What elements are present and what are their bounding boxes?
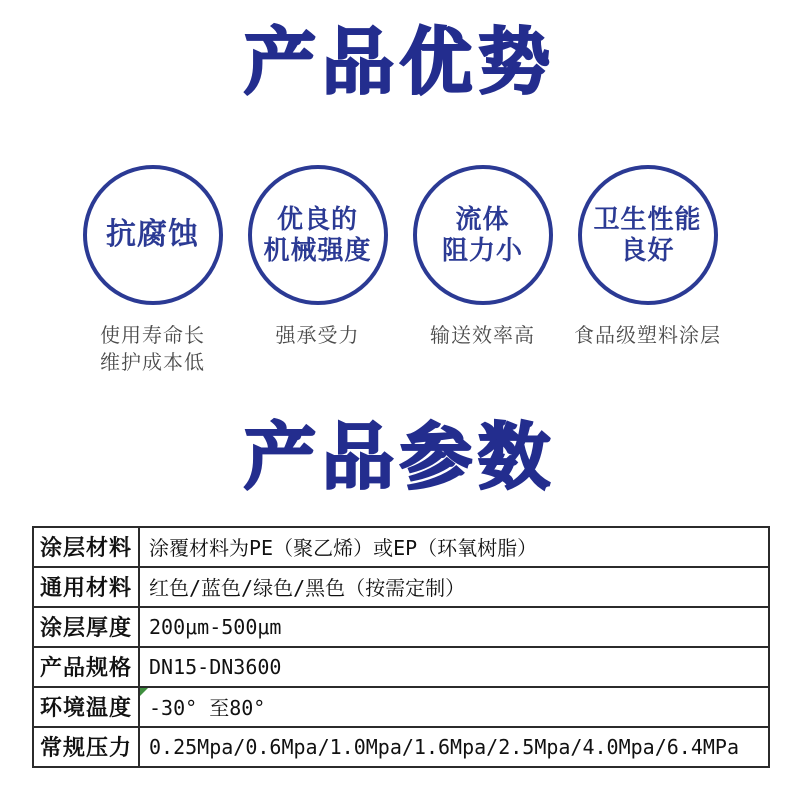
param-value-cell [139,607,769,647]
table-row [33,727,769,767]
advantage-circle-label: 流体 阻力小 [441,203,523,265]
advantage-circle-label: 优良的 机械强度 [263,203,372,265]
advantage-circle [413,165,553,305]
param-value-cell [139,687,769,727]
param-label-cell: 常规压力 [33,727,139,767]
param-label-cell: 产品规格 [33,647,139,687]
advantage-circle-label: 卫生性能 良好 [593,203,702,265]
parameters-title: 产品参数 [243,417,556,498]
parameters-table [32,526,770,768]
advantage-circle [578,165,718,305]
advantage-item [403,165,563,377]
param-label-cell: 环境温度 [33,687,139,727]
param-value-text: 200μm-500μm [149,614,282,639]
advantage-circle [248,165,388,305]
param-value-text: 红色/蓝色/绿色/黑色（按需定制） [149,576,466,601]
advantage-caption: 使用寿命长 维护成本低 [100,324,205,374]
table-row [33,647,769,687]
table-row [33,607,769,647]
param-value-text: DN15-DN3600 [149,654,282,679]
param-label-cell: 通用材料 [33,567,139,607]
param-value-text: 0.25Mpa/0.6Mpa/1.0Mpa/1.6Mpa/2.5Mpa/4.0Mpa/6.4MPa [149,734,740,759]
table-row [33,527,769,567]
param-value-text: -30° 至80° [149,696,266,721]
table-row [33,567,769,607]
advantages-row [0,165,800,377]
advantage-item [238,165,398,377]
advantage-caption: 食品级塑料涂层 [574,324,721,347]
advantage-caption: 强承受力 [275,324,360,347]
param-value-cell [139,727,769,767]
advantage-caption: 输送效率高 [430,324,535,347]
advantage-item [568,165,728,377]
param-label-cell: 涂层材料 [33,527,139,567]
cell-corner-marker-icon [140,688,148,696]
param-value-cell [139,647,769,687]
param-value-cell [139,527,769,567]
param-value-cell [139,567,769,607]
table-row [33,687,769,727]
param-label-cell: 涂层厚度 [33,607,139,647]
advantage-circle-label: 抗腐蚀 [106,217,199,251]
advantage-circle [83,165,223,305]
param-value-text: 涂覆材料为PE（聚乙烯）或EP（环氧树脂） [149,536,538,561]
advantages-title: 产品优势 [243,23,556,103]
advantage-item [73,165,233,377]
